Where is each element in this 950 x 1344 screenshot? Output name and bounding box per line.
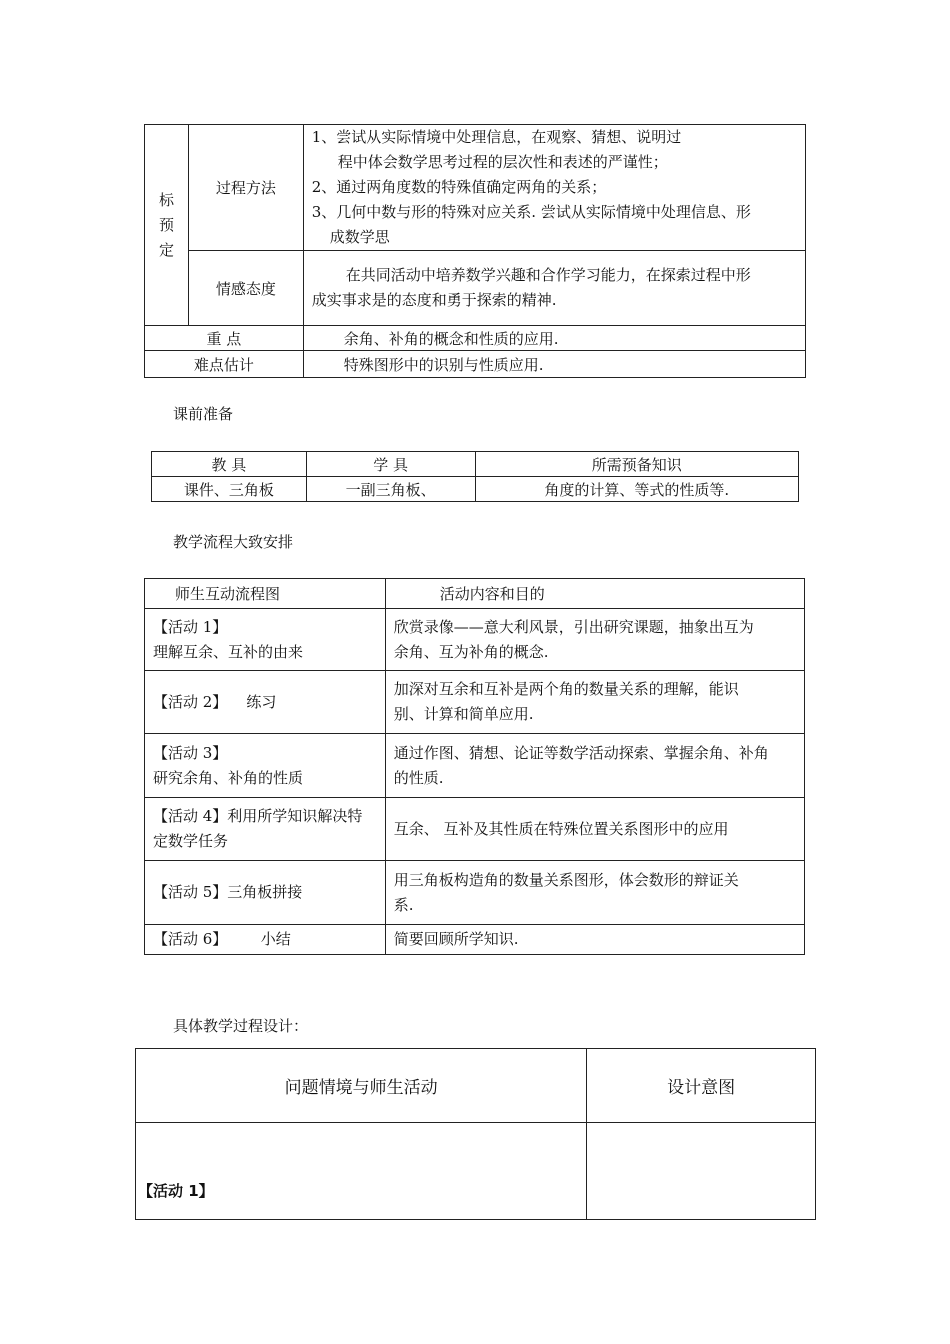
flow-heading: 教学流程大致安排 [173,533,294,551]
goals-side-label [145,125,189,326]
flow-row-right [385,734,804,798]
side-char: 标 [158,190,174,209]
design-heading: 具体教学过程设计： [173,1017,309,1035]
flow-right-line: 加深对互余和互补是两个角的数量关系的理解，能识 [393,680,739,698]
flow-header-left: 师生互动流程图 [145,579,386,609]
prep-table [151,451,799,502]
flow-row-right [385,925,804,955]
flow-right-line: 用三角板构造角的数量关系图形，体会数形的辩证关 [393,870,739,889]
design-table [135,1048,816,1220]
flow-row-left [145,671,386,734]
prep-cell: 一副三角板、 [306,477,475,502]
attitude-label: 情感态度 [188,251,303,326]
flow-left-line: 【活动 5】三角板拼接 [153,883,303,901]
difficulty-label: 难点估计 [145,351,304,378]
goals-table [144,124,806,378]
process-label: 过程方法 [188,125,303,251]
flow-right-line: 的性质. [393,768,444,787]
flow-left-line: 研究余角、补角的性质 [153,768,304,787]
attitude-content [303,251,805,326]
flow-right-line: 余角、互为补角的概念. [393,642,549,661]
flow-right-line: 系. [393,895,414,914]
flow-right-line: 欣赏录像——意大利风景，引出研究课题，抽象出互为 [393,617,754,636]
design-activity-cell [136,1123,587,1220]
design-header-activities: 问题情境与师生活动 [136,1049,587,1123]
key-point-label: 重 点 [145,326,304,351]
design-header-intent: 设计意图 [587,1049,816,1123]
design-activity-label: 【活动 1】 [138,1182,214,1200]
flow-left-line: 【活动 3】 [153,743,228,762]
process-line: 成数学思 [329,228,390,246]
flow-table [144,578,805,955]
side-char: 预 [158,215,174,234]
flow-right-line: 通过作图、猜想、论证等数学活动探索、掌握余角、补角 [393,743,769,762]
prep-header-knowledge: 所需预备知识 [475,452,798,477]
flow-left-line: 【活动 1】 [153,617,228,636]
flow-row-right [385,861,804,925]
process-line: 程中体会数学思考过程的层次性和表述的严谨性； [337,153,668,171]
flow-row-left [145,734,386,798]
process-line: 2、通过两角度数的特殊值确定两角的关系； [311,178,607,196]
flow-row-right [385,798,804,861]
process-content [303,125,805,251]
attitude-line: 在共同活动中培养数学兴趣和合作学习能力，在探索过程中形 [345,266,751,284]
flow-right-line: 别、计算和简单应用. [393,705,534,723]
difficulty-text: 特殊图形中的识别与性质应用. [303,351,805,378]
flow-row-right [385,671,804,734]
design-intent-cell [587,1123,816,1220]
prep-cell: 角度的计算、等式的性质等. [475,477,798,502]
flow-left-line: 【活动 6】 小结 [153,930,291,948]
flow-left-line: 【活动 4】利用所学知识解决特 [153,807,363,825]
side-char: 定 [158,240,174,259]
flow-left-line: 【活动 2】 练习 [153,692,277,711]
flow-row-left [145,861,386,925]
flow-row-left [145,798,386,861]
flow-header-right: 活动内容和目的 [385,579,804,609]
flow-left-line: 定数学任务 [153,832,229,850]
process-line: 3、几何中数与形的特殊对应关系. 尝试从实际情境中处理信息、形 [311,203,751,221]
flow-left-line: 理解互余、互补的由来 [153,642,304,661]
prep-cell: 课件、三角板 [152,477,307,502]
flow-right-line: 简要回顾所学知识. [393,930,519,948]
flow-row-left [145,609,386,671]
flow-right-line: 互余、 互补及其性质在特殊位置关系图形中的应用 [393,819,729,838]
prep-heading: 课前准备 [173,405,234,423]
prep-header-student-tools: 学 具 [306,452,475,477]
prep-header-teacher-tools: 教 具 [152,452,307,477]
flow-row-left [145,925,386,955]
flow-row-right [385,609,804,671]
key-point-text: 余角、补角的概念和性质的应用. [303,326,805,351]
process-line: 1、尝试从实际情境中处理信息，在观察、猜想、说明过 [311,128,682,146]
attitude-line: 成实事求是的态度和勇于探索的精神. [311,291,557,309]
